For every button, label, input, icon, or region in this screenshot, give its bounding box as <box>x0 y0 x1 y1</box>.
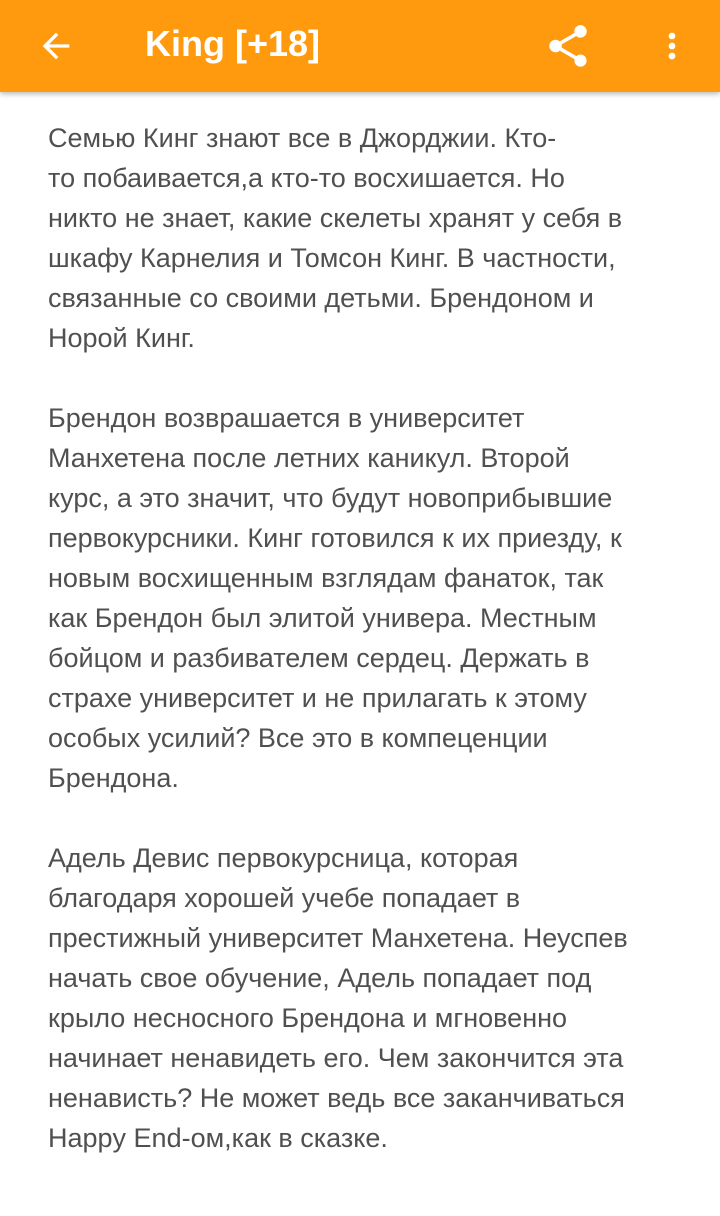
text-line: курс, а это значит, что будут новоприбывшие <box>48 483 613 513</box>
text-line: благодаря хорошей учебе попадает в <box>48 883 521 913</box>
text-line: связанные со своими детьми. Брендоном и <box>48 283 594 313</box>
text-line: Семью Кинг знают все в Джорджии. Кто- <box>48 123 557 153</box>
page-title: King [+18] <box>145 23 321 64</box>
paragraph-1 <box>48 118 688 358</box>
more-options-button[interactable] <box>640 0 704 92</box>
text-line: Адель Девис первокурсница, которая <box>48 843 519 873</box>
paragraph-3 <box>48 838 688 1158</box>
text-line: новым восхищенным взглядам фанаток, так <box>48 563 604 593</box>
text-line: ненависть? Не может ведь все заканчиваться <box>48 1083 625 1113</box>
text-line: престижный университет Манхетена. Неуспев <box>48 923 628 953</box>
text-line: бойцом и разбивателем сердец. Держать в <box>48 643 590 673</box>
text-line: шкафу Карнелия и Томсон Кинг. В частности, <box>48 243 616 273</box>
share-button[interactable] <box>528 0 608 92</box>
text-line: никто не знает, какие скелеты хранят у себя в <box>48 203 623 233</box>
text-line: Брендон возврашается в университет <box>48 403 525 433</box>
more-vertical-icon <box>652 26 692 66</box>
text-line: первокурсники. Кинг готовился к их приезду, к <box>48 523 622 553</box>
arrow-left-icon <box>36 26 76 66</box>
text-line: Манхетена после летних каникул. Второй <box>48 443 570 473</box>
text-line: особых усилий? Все это в компеценции <box>48 723 548 753</box>
text-line: Happy End-ом,как в сказке. <box>48 1123 388 1153</box>
text-line: Норой Кинг. <box>48 323 195 353</box>
text-line: начинает ненавидеть его. Чем закончится эта <box>48 1043 624 1073</box>
text-line: страхе университет и не прилагать к этому <box>48 683 587 713</box>
text-line: то побаивается,а кто-то восхишается. Но <box>48 163 565 193</box>
app-bar <box>0 0 720 92</box>
text-line: Брендона. <box>48 763 179 793</box>
share-icon <box>543 21 593 71</box>
paragraph-2 <box>48 398 688 798</box>
back-button[interactable] <box>16 0 96 92</box>
text-line: как Брендон был элитой универа. Местным <box>48 603 597 633</box>
text-line: крыло несносного Брендона и мгновенно <box>48 1003 568 1033</box>
description-text <box>48 118 688 1158</box>
text-line: начать свое обучение, Адель попадает под <box>48 963 592 993</box>
